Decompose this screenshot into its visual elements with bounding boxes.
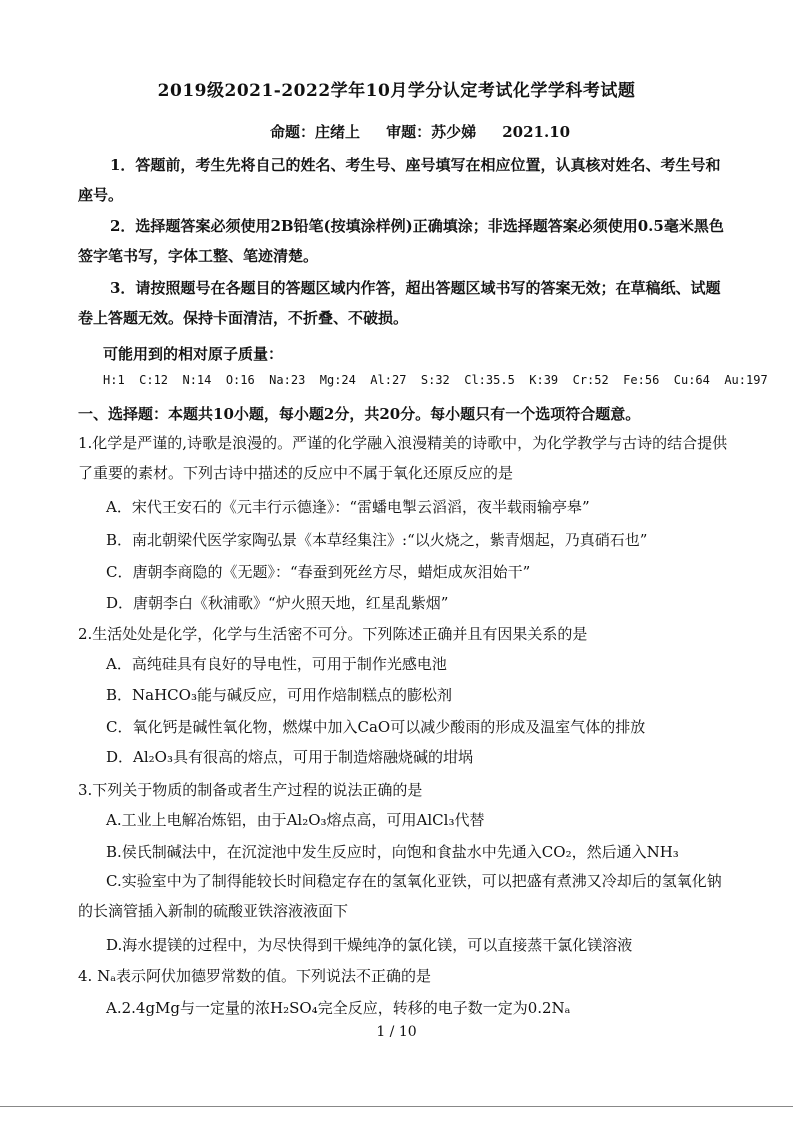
question-3-stem: 3.下列关于物质的制备或者生产过程的说法正确的是 [78,781,423,799]
instruction-2: 2．选择题答案必须使用2B铅笔(按填涂样例)正确填涂；非选择题答案必须使用0.5毫米黑色签字笔书写，字体工整、笔迹清楚。 [78,217,724,265]
question-2-option-c: C．氧化钙是碱性氧化物，燃煤中加入CaO可以减少酸雨的形成及温室气体的排放 [106,718,646,736]
instruction-1: 1．答题前，考生先将自己的姓名、考生号、座号填写在相应位置，认真核对姓名、考生号和座号。 [78,156,721,204]
question-3-option-b: B.侯氏制碱法中，在沉淀池中发生反应时，向饱和食盐水中先通入CO₂，然后通入NH₃ [106,843,679,861]
page-title: 2019级2021-2022学年10月学分认定考试化学学科考试题 [157,81,636,101]
question-4-option-a: A.2.4gMg与一定量的浓H₂SO₄完全反应，转移的电子数一定为0.2Nₐ [106,999,571,1017]
question-1-stem: 1.化学是严谨的,诗歌是浪漫的。严谨的化学融入浪漫精美的诗歌中，为化学教学与古诗的结合提供了重要的素材。下列古诗中描述的反应中不属于氧化还原反应的是 [78,434,728,482]
atomic-mass-values: H:1 C:12 N:14 O:16 Na:23 Mg:24 Al:27 S:32 Cl:35.5 K:39 Cr:52 Fe:56 Cu:64 Au:197 [103,373,768,387]
question-1-option-d: D．唐朝李白《秋浦歌》“炉火照天地，红星乱紫烟” [106,594,449,612]
question-2-option-d: D．Al₂O₃具有很高的熔点，可用于制造熔融烧碱的坩埚 [106,748,473,766]
page-number: 1 / 10 [376,1024,417,1040]
atomic-mass-heading: 可能用到的相对原子质量： [103,345,284,363]
question-1-option-a: A．宋代王安石的《元丰行示德逢》：“雷蟠电掣云滔滔，夜半载雨输亭皋” [106,498,590,516]
section-heading: 一、选择题：本题共10小题，每小题2分，共20分。每小题只有一个选项符合题意。 [78,405,641,423]
question-2-option-b: B．NaHCO₃能与碱反应，可用作焙制糕点的膨松剂 [106,686,452,704]
bottom-divider [0,1106,793,1107]
question-3-option-d: D.海水提镁的过程中，为尽快得到干燥纯净的氯化镁，可以直接蒸干氯化镁溶液 [106,936,633,954]
question-1-option-c: C．唐朝李商隐的《无题》：“春蚕到死丝方尽，蜡炬成灰泪始干” [106,563,531,581]
question-3-option-c: C.实验室中为了制得能较长时间稳定存在的氢氧化亚铁，可以把盛有煮沸又冷却后的氢氧化钠的长滴管插入新制的硫酸亚铁溶液液面下 [78,872,722,920]
question-2-stem: 2.生活处处是化学，化学与生活密不可分。下列陈述正确并且有因果关系的是 [78,625,588,643]
question-1-option-b: B．南北朝梁代医学家陶弘景《本草经集注》:“以火烧之，紫青烟起，乃真硝石也” [106,531,648,549]
question-3-option-a: A.工业上电解冶炼铝，由于Al₂O₃熔点高，可用AlCl₃代替 [106,811,485,829]
question-4-stem: 4. Nₐ表示阿伏加德罗常数的值。下列说法不正确的是 [78,967,431,985]
author-line: 命题：庄绪上 审题：苏少娣 2021.10 [270,123,571,141]
instruction-3: 3．请按照题号在各题目的答题区域内作答，超出答题区域书写的答案无效；在草稿纸、试题卷上答题无效。保持卡面清洁，不折叠、不破损。 [78,279,721,327]
question-2-option-a: A．高纯硅具有良好的导电性，可用于制作光感电池 [106,655,447,673]
